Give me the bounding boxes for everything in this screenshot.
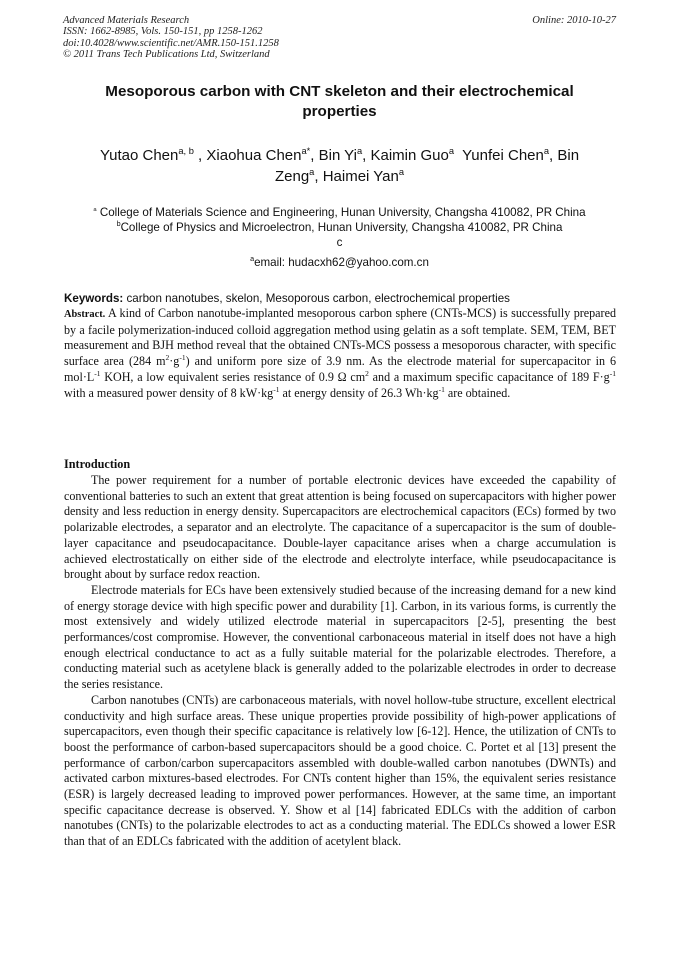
- author-affiliation-mark: a: [309, 167, 315, 177]
- abstract-text: with a measured power density of 8 kW·kg: [64, 385, 274, 400]
- affiliation-mark: a: [93, 207, 97, 214]
- section-heading-introduction: Introduction: [64, 457, 131, 471]
- superscript: -1: [438, 384, 445, 394]
- introduction-body: [64, 473, 616, 850]
- superscript: -1: [179, 353, 186, 363]
- paragraph: The power requirement for a number of portable electronic devices have exceeded the capability of conventional batteries to such an extent that great attention is being focused on supercapacitors with higher power density and less reduction in energy density. Supercapacitors are electrochemical capacitors (ECs) formed by two polarizable electrodes, a separator and an electrolyte. The capacitance of a supercapacitor is the sum of double-layer capacitance and pseudocapacitance. Double-layer capacitance arises when a charge accumulation is achieved electrostatically on either side of the electrode and electrolyte interface, while pseudocapacitance is brought about by surface redox reaction.: [64, 473, 616, 582]
- affiliation-a: [63, 206, 616, 220]
- doi-line: doi:10.4028/www.scientific.net/AMR.150-151.1258: [63, 37, 279, 49]
- author-name: Yunfei Chen: [462, 147, 544, 164]
- author-separator: ,: [314, 168, 323, 185]
- abstract-text: A kind of Carbon nanotube-implanted mesoporous carbon sphere (CNTs-MCS) is successfully prepared by a facile polymerization-induced colloid aggregation method using gelatin as a soft template. SEM, TEM, BET measurement and BJH method reveal that the obtained CNTs-MCS possess a mesoporous character, with specific surface area (284 m: [64, 306, 616, 369]
- author-affiliation-mark: a: [398, 167, 405, 177]
- affiliation-text: c: [336, 236, 343, 249]
- online-date: Online: 2010-10-27: [532, 15, 616, 26]
- abstract-text: at energy density of 26.3 Wh·kg: [279, 385, 439, 400]
- author-name: Kaimin Guo: [370, 147, 449, 164]
- affiliation-c: [63, 236, 616, 250]
- corresponding-email: [63, 256, 616, 270]
- issn-line: ISSN: 1662-8985, Vols. 150-151, pp 1258-1262: [63, 26, 263, 38]
- author-separator: ,: [362, 147, 371, 164]
- paragraph: Electrode materials for ECs have been extensively studied because of the increasing demand for a new kind of energy storage device with high specific power and durability [1]. Carbon, in its various forms, is currently the most extensively and widely utilized electrode material in supercapacitors [2-5], presenting the best performances/cost compromise. However, the conventional carbonaceous material in itself does not have a high enough electrical conductance to act as a fully suitable material for the polarizable electrodes. Therefore, a conducting material such as acetylene black is generally added to the polarizable electrodes in order to decrease the series resistance.: [64, 582, 616, 692]
- journal-header: [63, 15, 616, 61]
- author-list: [63, 145, 616, 187]
- paper-title: [63, 82, 616, 122]
- author-separator: ,: [193, 147, 207, 164]
- abstract-text: ) and uniform pore size of 3.9 nm. As the electrode material for supercapacitor in 6 mol·L: [64, 354, 616, 384]
- copyright-line: © 2011 Trans Tech Publications Ltd, Switzerland: [63, 49, 270, 61]
- affiliation-text: College of Physics and Microelectron, Hunan University, Changsha 410082, PR China: [120, 221, 563, 234]
- author-name: Zeng: [274, 168, 310, 185]
- abstract-text: are obtained.: [444, 385, 511, 400]
- superscript: -1: [609, 368, 616, 378]
- author-separator: ,: [310, 147, 319, 164]
- author-separator: [454, 147, 462, 164]
- author-name: Xiaohua Chen: [206, 147, 302, 164]
- superscript: -1: [273, 384, 280, 394]
- abstract-label: Abstract.: [64, 309, 106, 320]
- journal-name: Advanced Materials Research: [63, 15, 190, 26]
- keywords-label: Keywords:: [64, 292, 124, 305]
- author-affiliation-mark: a*: [301, 146, 311, 156]
- keywords-text: carbon nanotubes, skelon, Mesoporous carbon, electrochemical properties: [123, 292, 510, 305]
- email-text[interactable]: email: hudacxh62@yahoo.com.cn: [254, 256, 429, 269]
- superscript: -1: [94, 368, 101, 378]
- title-line-1: Mesoporous carbon with CNT skeleton and their electrochemical: [105, 83, 574, 100]
- author-affiliation-mark: a: [448, 146, 455, 156]
- affiliation-text: College of Materials Science and Engineering, Hunan University, Changsha 410082, PR China: [96, 206, 586, 219]
- affiliation-mark: b: [116, 219, 121, 229]
- author-affiliation-mark: a, b: [178, 146, 194, 156]
- author-affiliation-mark: a: [356, 146, 363, 156]
- keywords: [64, 292, 616, 306]
- author-separator: , Bin: [549, 147, 580, 164]
- abstract-text: and a maximum specific capacitance of 189 F·g: [368, 369, 610, 384]
- author-affiliation-mark: a: [543, 146, 550, 156]
- abstract-text: KOH, a low equivalent series resistance of 0.9 Ω cm: [100, 369, 366, 384]
- author-name: Bin Yi: [318, 147, 357, 164]
- paragraph: Carbon nanotubes (CNTs) are carbonaceous materials, with novel hollow-tube structure, excellent electrical conductivity and high surface areas. These unique properties provide possibility of high-power applications of supercapacitors, even though their specific capacitance is relatively low [6-12]. Hence, the utilization of CNTs to boost the performance of carbon-based supercapacitors should be a good choice. C. Portet et al [13] present the performance of carbon/carbon supercapacitors assembled with double-walled carbon nanotubes (DWNTs) and activated carbon mixtures-based electrodes. For CNTs content higher than 15%, the equivalent series resistance (ESR) is largely decreased leading to improved power performances. However, at the same time, an important specific capacitance decrease is observed. Y. Show et al [14] fabricated EDLCs with the addition of carbon nanotubes (CNTs) to the polarizable electrodes to act as a conducting material. The EDLCs showed a lower ESR than that of an EDLCs fabricated with the addition of acetylent black.: [64, 692, 616, 849]
- email-mark: a: [250, 254, 255, 264]
- affiliation-b: [63, 221, 616, 235]
- abstract: [64, 306, 616, 401]
- author-name: Yutao Chen: [99, 147, 179, 164]
- superscript: 2: [165, 353, 170, 363]
- author-name: Haimei Yan: [322, 168, 399, 185]
- title-line-2: properties: [302, 103, 377, 120]
- abstract-text: ·g: [169, 354, 180, 369]
- superscript: 2: [365, 368, 369, 378]
